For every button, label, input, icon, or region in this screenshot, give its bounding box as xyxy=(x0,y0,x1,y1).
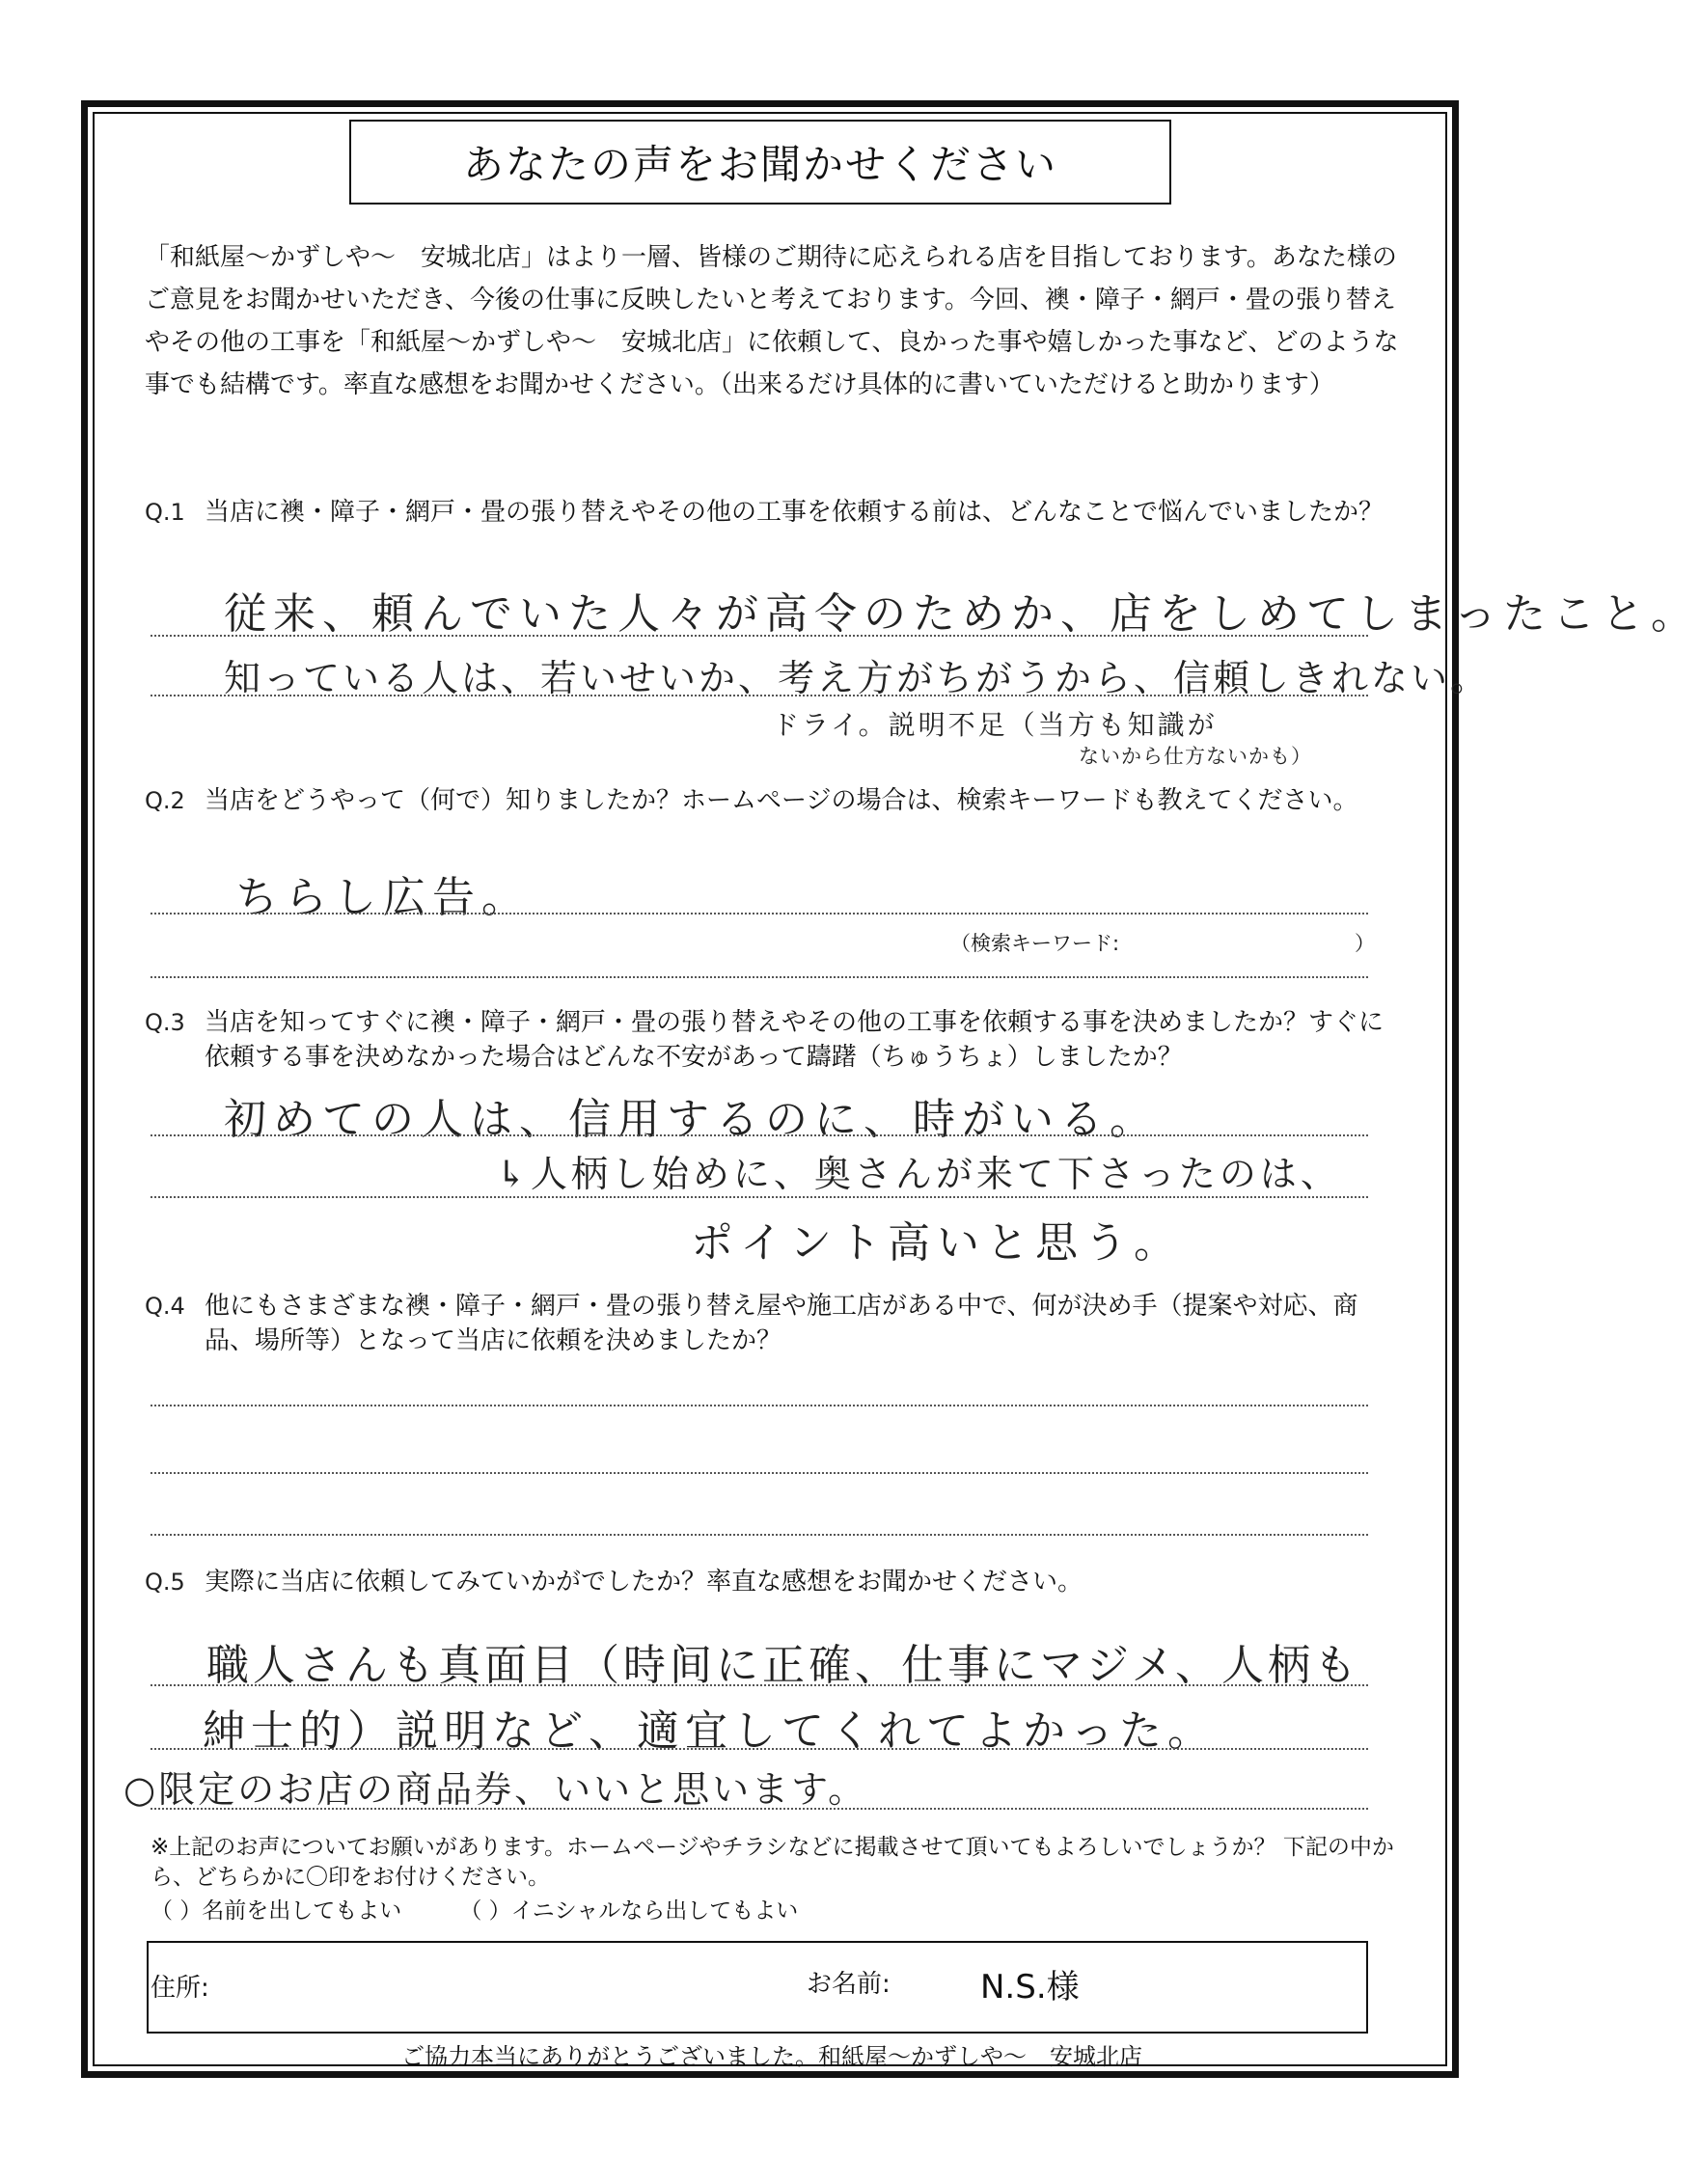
answer-text: 紳士的）説明など、適宜してくれてよかった。 xyxy=(203,1706,1216,1756)
answer-line xyxy=(151,1196,1368,1198)
answer-text: ポイント高いと思う。 xyxy=(691,1218,1183,1268)
answer-text: 従来、頼んでいた人々が高令のためか、店をしめてしまったこと。 xyxy=(224,589,1700,639)
answer-line xyxy=(151,1405,1368,1406)
answer-line xyxy=(151,635,1368,637)
consent-note: ※上記のお声についてお願いがあります。ホームページやチラシなどに掲載させて頂いてもよろしいでしょうか？ 下記の中から、どちらかに〇印をお付けください。 xyxy=(151,1835,1394,1890)
question-number: Q.3 xyxy=(145,1009,185,1036)
question-text: 当店をどうやって（何で）知りましたか？ホームページの場合は、検索キーワードも教えてください。 xyxy=(205,786,1358,815)
intro-text: 「和紙屋〜かずしや〜 安城北店」はより一層、皆様のご期待に応えられる店を目指しております。あなた様のご意見をお聞かせいただき、今後の仕事に反映したいと考えております。今回、襖・障子・網戸・畳の張り替えやその他の工事を「和紙屋〜かずしや〜 安城北店」に依頼して、良かった事や嬉しかった事など、どのような事でも結構です。率直な感想をお聞かせください。（出来るだけ具体的に書いていただけると助かります） xyxy=(145,243,1399,399)
question-2 xyxy=(145,783,1399,818)
answer-line xyxy=(151,1808,1368,1810)
name-value: N.S.様 xyxy=(980,1968,1080,2007)
answer-line xyxy=(151,1748,1368,1750)
question-text: 他にもさまざまな襖・障子・網戸・畳の張り替え屋や施工店がある中で、何が決め手（提案や対応、商品、場所等）となって当店に依頼を決めましたか？ xyxy=(205,1292,1358,1355)
keyword-close: ） xyxy=(1355,932,1375,955)
answer-text: 職人さんも真面目（時间に正確、仕事にマジメ、人柄も xyxy=(206,1641,1361,1690)
option-name-ok[interactable]: （ ）名前を出してもよい xyxy=(151,1898,402,1924)
answer-line xyxy=(151,1684,1368,1686)
question-4 xyxy=(145,1289,1399,1358)
question-text: 当店に襖・障子・網戸・畳の張り替えやその他の工事を依頼する前は、どんなことで悩んでいましたか？ xyxy=(205,498,1385,527)
answer-text: ちらし広告。 xyxy=(235,873,531,922)
answer-text: ドライ。説明不足（当方も知識が xyxy=(772,709,1218,741)
answer-line xyxy=(151,695,1368,696)
answer-text: 初めての人は、信用するのに、時がいる。 xyxy=(224,1095,1159,1144)
option-initials-ok[interactable]: （ ）イニシャルなら出してもよい xyxy=(459,1898,799,1924)
keyword-label: （検索キーワード: xyxy=(950,932,1120,955)
answer-line xyxy=(151,1134,1368,1136)
name-label: お名前: xyxy=(807,1970,891,1999)
search-keyword-field xyxy=(950,928,1375,957)
question-number: Q.5 xyxy=(145,1569,185,1596)
question-text: 実際に当店に依頼してみていかがでしたか？率直な感想をお聞かせください。 xyxy=(205,1568,1083,1597)
question-number: Q.1 xyxy=(145,499,185,526)
answer-text: ないから仕方ないかも） xyxy=(1079,745,1312,768)
answer-text: 知っている人は、若いせいか、考え方がちがうから、信頼しきれない。 xyxy=(224,657,1491,699)
question-1 xyxy=(145,495,1399,530)
form-title: あなたの声をお聞かせください xyxy=(349,120,1171,205)
address-label: 住所: xyxy=(151,1974,209,2003)
question-number: Q.4 xyxy=(145,1293,185,1320)
address-name-box xyxy=(147,1941,1368,2034)
answer-line xyxy=(151,1534,1368,1536)
question-3 xyxy=(145,1005,1399,1075)
answer-line xyxy=(151,913,1368,915)
answer-text: ○限定のお店の商品券、いいと思います。 xyxy=(123,1768,868,1811)
answer-line xyxy=(151,1472,1368,1474)
answer-text: ↳人柄し始めに、奥さんが来て下さったのは、 xyxy=(496,1153,1341,1195)
question-text: 当店を知ってすぐに襖・障子・網戸・畳の張り替えやその他の工事を依頼する事を決めましたか？すぐに依頼する事を決めなかった場合はどんな不安があって躊躇（ちゅうちょ）しましたか？ xyxy=(205,1008,1385,1072)
consent-options xyxy=(151,1893,798,1925)
question-5 xyxy=(145,1565,1399,1599)
question-number: Q.2 xyxy=(145,787,185,814)
answer-line xyxy=(151,976,1368,978)
thanks-text: ご協力本当にありがとうございました。和紙屋〜かずしや〜 安城北店 xyxy=(401,2043,1142,2070)
